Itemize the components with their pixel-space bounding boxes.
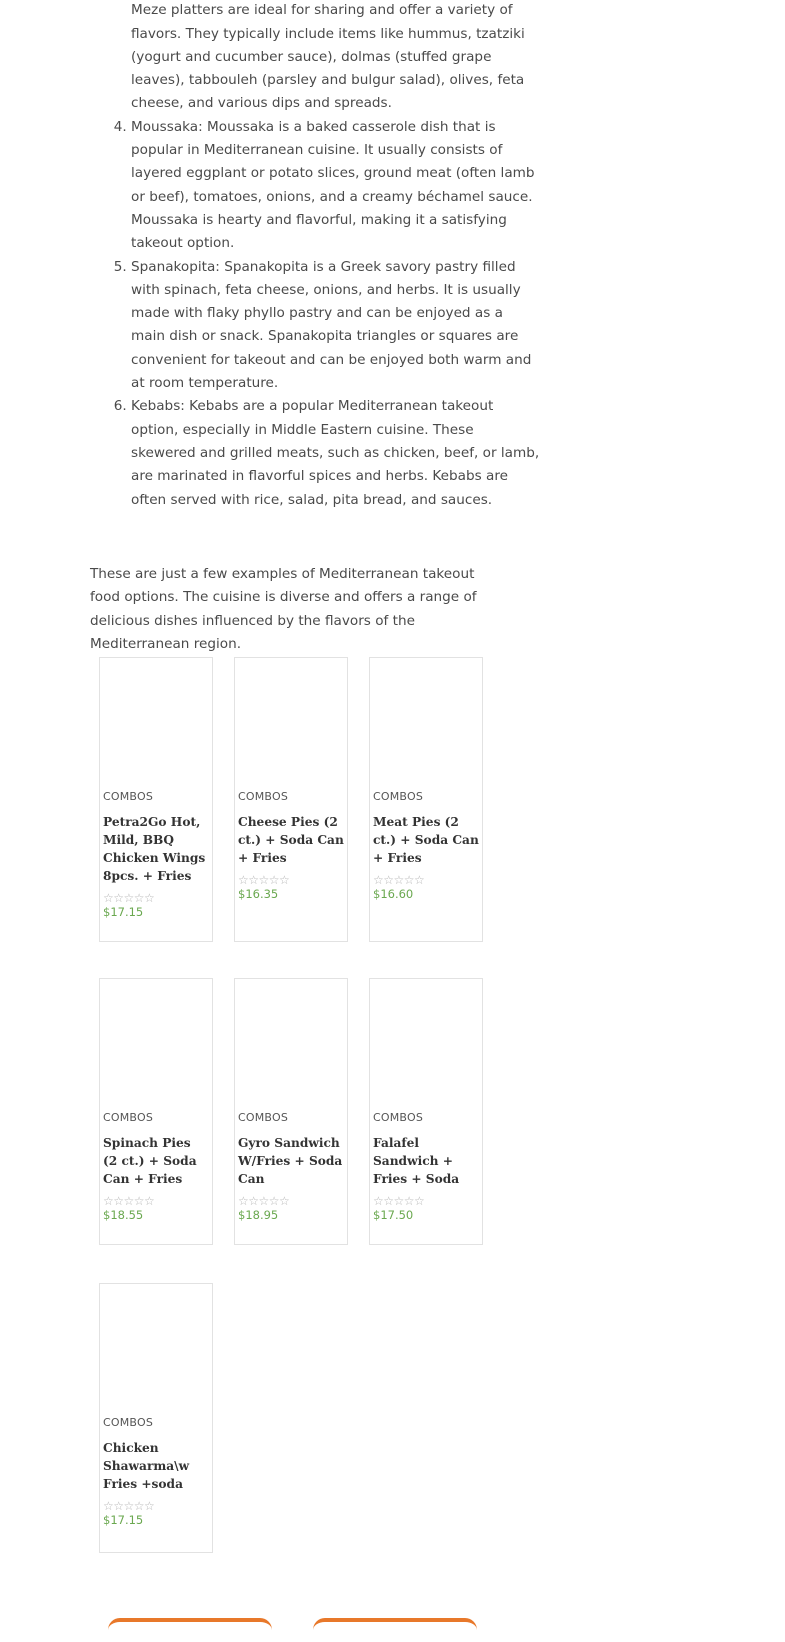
star-rating-icon: ☆☆☆☆☆ (373, 873, 425, 887)
product-image[interactable] (100, 658, 212, 784)
product-price: $16.35 (238, 887, 279, 901)
action-button[interactable] (313, 1618, 477, 1642)
article-closing-paragraph: These are just a few examples of Mediterranean takeout food options. The cuisine is diverse and offers a range of delicious dishes influenced by the flavors of the Mediterranean region. (90, 566, 477, 652)
product-category[interactable]: COMBOS (238, 790, 289, 803)
product-image[interactable] (235, 658, 347, 784)
list-item: 3. Meze platters are ideal for sharing and offer a variety of flavors. They typically include items like hummus, tzatziki (yogurt and cucumber sauce), dolmas (stuffed grape leaves), tabbouleh (parsley and bulgur salad), olives, feta cheese, and various dips and spreads. (131, 0, 541, 116)
product-category[interactable]: COMBOS (373, 790, 424, 803)
product-price: $18.55 (103, 1208, 144, 1222)
product-price: $16.60 (373, 887, 414, 901)
star-rating-icon: ☆☆☆☆☆ (238, 1194, 290, 1208)
product-image[interactable] (100, 979, 212, 1105)
product-category[interactable]: COMBOS (103, 1111, 154, 1124)
product-price: $17.15 (103, 905, 144, 919)
product-card[interactable] (99, 1283, 213, 1553)
star-rating-icon: ☆☆☆☆☆ (103, 1499, 155, 1513)
article-list (90, 0, 541, 512)
product-price: $17.15 (103, 1513, 144, 1527)
product-card[interactable] (369, 978, 483, 1245)
product-image[interactable] (100, 1284, 212, 1410)
product-image[interactable] (370, 979, 482, 1105)
product-title[interactable]: Meat Pies (2 ct.) + Soda Can + Fries (373, 815, 479, 865)
product-title[interactable]: Falafel Sandwich + Fries + Soda (373, 1136, 460, 1186)
product-image[interactable] (235, 979, 347, 1105)
product-category[interactable]: COMBOS (373, 1111, 424, 1124)
star-rating-icon: ☆☆☆☆☆ (103, 891, 155, 905)
product-card[interactable] (234, 657, 348, 942)
product-category[interactable]: COMBOS (103, 790, 154, 803)
star-rating-icon: ☆☆☆☆☆ (103, 1194, 155, 1208)
product-category[interactable]: COMBOS (103, 1416, 154, 1429)
star-rating-icon: ☆☆☆☆☆ (373, 1194, 425, 1208)
product-price: $17.50 (373, 1208, 414, 1222)
product-card[interactable] (369, 657, 483, 942)
list-item: 6. Kebabs: Kebabs are a popular Mediterranean takeout option, especially in Middle Eastern cuisine. These skewered and grilled meats, such as chicken, beef, or lamb, are marinated in flavorful spices and herbs. Kebabs are often served with rice, salad, pita bread, and sauces. (131, 395, 541, 511)
product-card[interactable] (99, 978, 213, 1245)
product-title[interactable]: Cheese Pies (2 ct.) + Soda Can + Fries (238, 815, 344, 865)
product-title[interactable]: Chicken Shawarma\w Fries +soda (103, 1441, 190, 1491)
product-category[interactable]: COMBOS (238, 1111, 289, 1124)
product-card[interactable] (99, 657, 213, 942)
product-price: $18.95 (238, 1208, 279, 1222)
list-item: 4. Moussaka: Moussaka is a baked casserole dish that is popular in Mediterranean cuisine. It usually consists of layered eggplant or potato slices, ground meat (often lamb or beef), tomatoes, onions, and a creamy béchamel sauce. Moussaka is hearty and flavorful, making it a satisfying takeout option. (131, 116, 541, 256)
list-item: 5. Spanakopita: Spanakopita is a Greek savory pastry filled with spinach, feta cheese, onions, and herbs. It is usually made with flaky phyllo pastry and can be enjoyed as a main dish or snack. Spanakopita triangles or squares are convenient for takeout and can be enjoyed both warm and at room temperature. (131, 256, 541, 396)
action-button[interactable] (108, 1618, 272, 1642)
product-image[interactable] (370, 658, 482, 784)
product-title[interactable]: Petra2Go Hot, Mild, BBQ Chicken Wings 8pcs. + Fries (103, 815, 206, 883)
product-title[interactable]: Spinach Pies (2 ct.) + Soda Can + Fries (103, 1136, 197, 1186)
product-title[interactable]: Gyro Sandwich W/Fries + Soda Can (238, 1136, 343, 1186)
star-rating-icon: ☆☆☆☆☆ (238, 873, 290, 887)
product-card[interactable] (234, 978, 348, 1245)
